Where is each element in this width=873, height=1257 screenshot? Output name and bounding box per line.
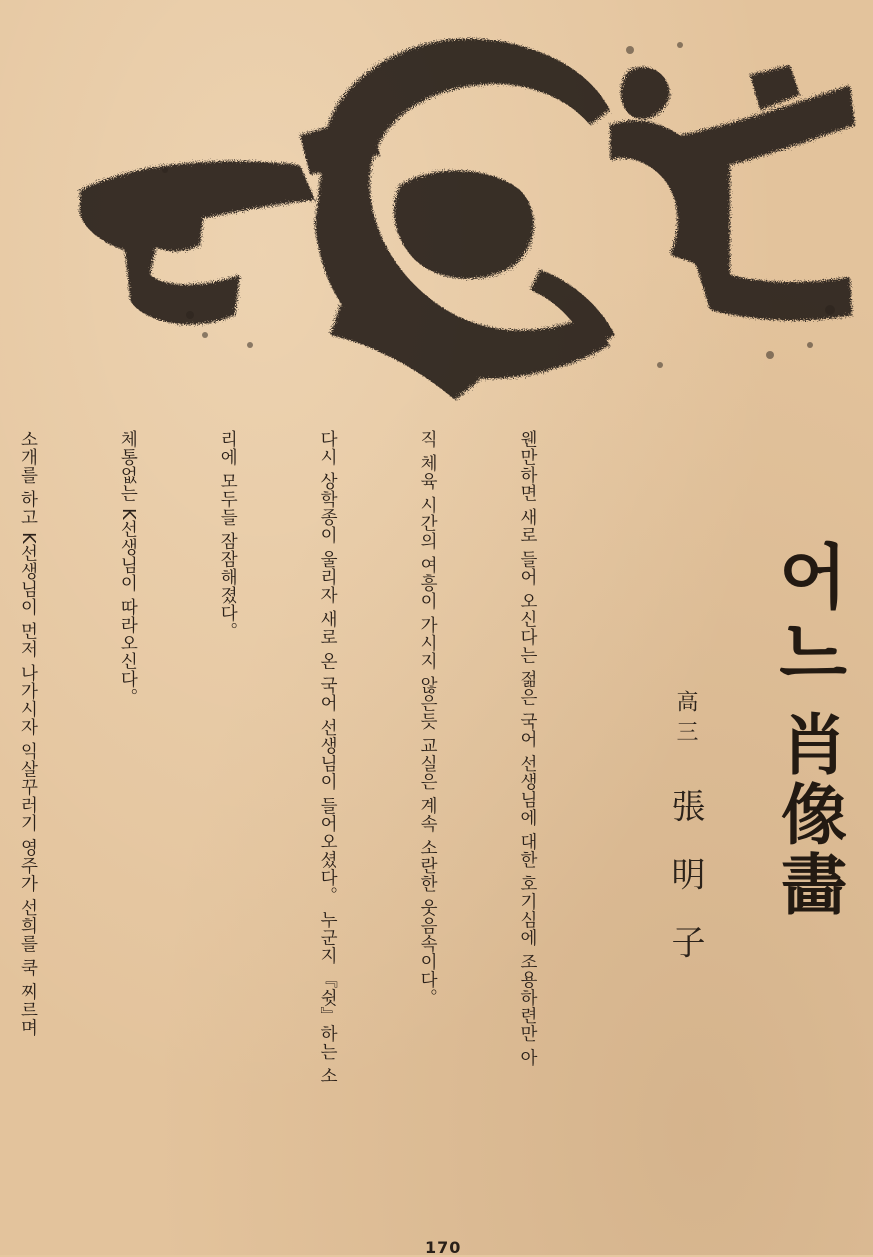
body-line: 체통없는 K선생님이 따라오신다。 [117, 430, 138, 707]
body-line: 리에 모두들 잠잠해졌다。 [217, 430, 238, 641]
calligraphy-title-art [70, 15, 860, 405]
page-number: 170 [425, 1238, 462, 1257]
author-grade: 高三 [673, 690, 698, 750]
body-line: 다시 상학종이 울리자 새로 온 국어 선생님이 들어오셨다。 누군지 『쉿』하는 소 [317, 430, 338, 1085]
calligraphy-stroke-center-fill [394, 171, 534, 279]
calligraphy-stroke-right-b [621, 67, 670, 119]
title-korean: 어느 [766, 540, 849, 692]
article-body [17, 430, 610, 1220]
calligraphy-stroke-left-b [140, 190, 205, 252]
body-line: 소개를 하고 K선생님이 먼저 나가시자 익살꾸러기 영주가 선희를 쿡 찌르며 [17, 430, 38, 1037]
body-line: 직 체육 시간의 여흥이 가시지 않은듯 교실은 계속 소란한 웃음속이다。 [417, 430, 438, 1007]
calligraphy-stroke-right-c [680, 85, 855, 320]
author-byline [660, 690, 710, 1130]
body-line: 웬만하면 새로 들어 오신다는 젊은 국어 선생님에 대한 호기심에 조용하련만 아 [517, 430, 538, 1067]
article-title [760, 540, 855, 990]
calligraphy-stroke-right-d [750, 65, 800, 110]
author-name: 張明子 [665, 788, 705, 993]
title-hanja: 肖像畵 [769, 710, 847, 920]
